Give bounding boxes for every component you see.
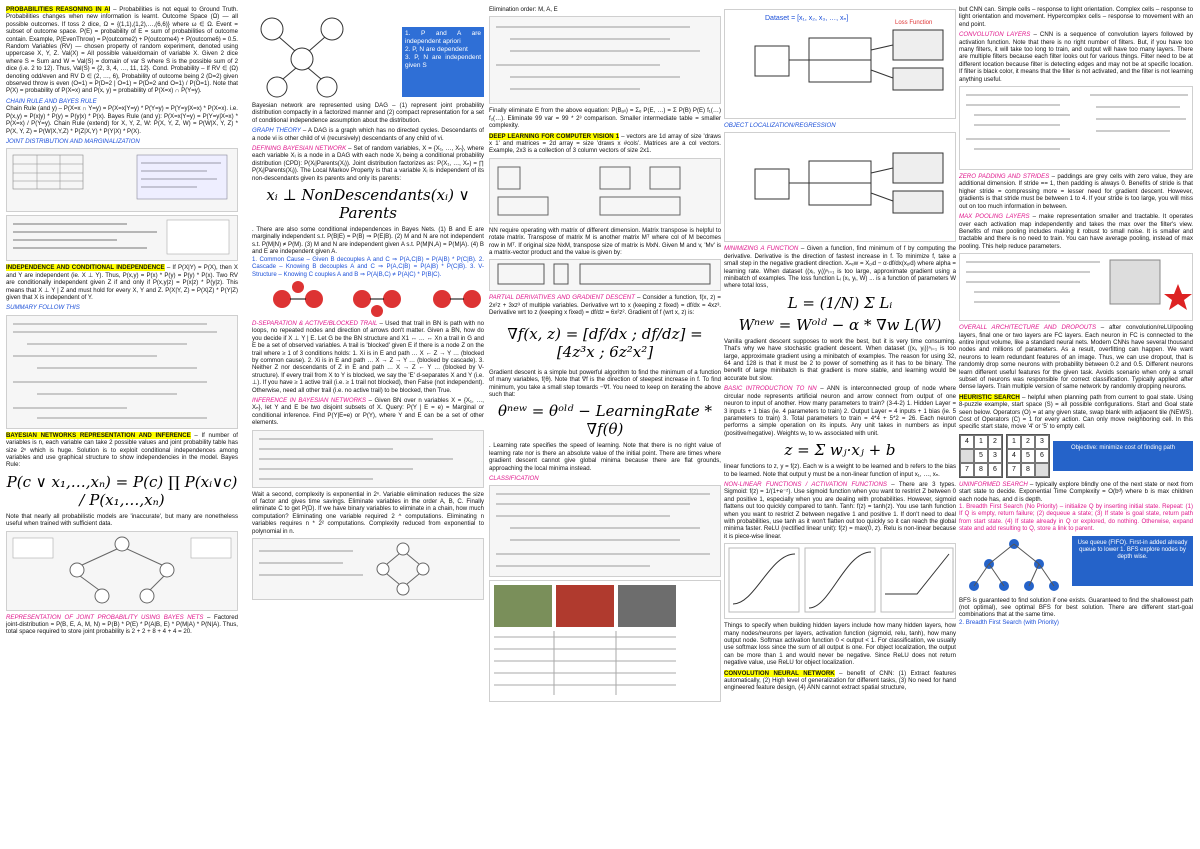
loss-function-label: Loss Function xyxy=(895,20,933,26)
puzzle-tile: 8 xyxy=(1021,463,1035,477)
elimination-diagram-figure xyxy=(252,538,484,600)
pooling-notes-graphic xyxy=(960,254,1192,318)
puzzle-tile: 3 xyxy=(1035,435,1049,449)
heading-joint-distribution: JOINT DISTRIBUTION AND MARGINALIZATION xyxy=(6,137,140,145)
localization-pipeline-figure xyxy=(724,132,956,242)
goal-state-puzzle xyxy=(1006,434,1050,478)
text-activation: – There are 3 types. Sigmoid: f(z) = 1/(1+e⁻ᶻ). Use sigmoid function when you want to restrict Z between 0 and positive 1, especially when you are dealing with probabilities. However, sigmoid flattens out too quickly compared to tanh. Tanh: f(z) = tanh(z). You use tanh function when you want to restrict Z between negative 1 and positive 1. If don't need to deal with probabilities, use tanh as it won't flatten out too quickly so it can reach the global minima faster. ReLU (rectified linear unit): f(z) = max(0, z). Relu is non-linear because it is piece-wise linear. xyxy=(724,480,956,540)
text-hidden-layers: Things to specify when building hidden layers include how many hidden layers, how many nodes/neurons per layers, activation function (sigmoid, relu, tanh), how many output node. Softmax activation function 0 < output < 1. For classification, we usually use softmax loss since the sum of all output is one. For object localization, the output can be more than 1 and would never be negative. Since ReLU does not return negative value, use ReLU for object localization. xyxy=(724,622,956,667)
text-independence: – If P(X|Y) = P(X), then X and Y are independent (ie. X ⊥ Y). Thus, P(x,y) = P(x) * P(y) = P(y) * P(x). Two RV are conditionally independent given Z if and only if P(x,y|z) = P(x|z) * P(y|z). This means that X ⊥ Y | Z and must hold for every X, Y and Z. P(X|Y, Z) = P(X|Z) * P(Y|Z) given that X is independent of Y. xyxy=(6,264,238,301)
puzzle-tile: 8 xyxy=(974,463,988,477)
text-cnn: – benefit of CNN: (1) Extract features automatically, (2) High level of generalization for different tasks, (3) No need for hand engineered feature design, (4) ANN cannot extract spatial structure, xyxy=(724,669,956,692)
text-bn-representation: Bayesian network are represented using DAG – (1) represent joint probability distribution compactly in a factorized manner and (2) compact representation for a set of conditional independence assumption about the distribution. xyxy=(252,102,484,124)
text-gradient-descent-after: . Learning rate specifies the speed of learning. Note that there is no right value of learning rate nor is there an absolute value of the initial point. There are times where gradient descent cannot give global minima because there are flat grounds, approaching the local minima instead. xyxy=(489,442,721,472)
heading-max-pooling: MAX POOLING LAYERS xyxy=(959,213,1030,221)
puzzle-tile: 7 xyxy=(960,463,974,477)
heading-inference-bn: INFERENCE IN BAYESIAN NETWORKS xyxy=(252,396,367,404)
section-defining-bn xyxy=(252,145,484,278)
column-2 xyxy=(252,6,484,843)
section-bn-representation xyxy=(252,102,484,124)
section-d-separation xyxy=(252,320,484,394)
text-convolution: – CNN is a sequence of convolution layers followed by activation function. Note that there is no right number of filters. But, if you have too many filters, it will take too long to train, and output will have too many layers. There are multiple filters because each filter looks out for various things. Filter need to be at different location because filter is detecting edges and may not be at specific location. If filter is black color, it means that the filter is not activated, and the filter is not learning anything useful. xyxy=(959,31,1193,83)
section-elimination-after xyxy=(489,107,721,129)
text-inference-bn: – Given BN over n variables X = {X₁, …, Xₙ}, let Y and E be two disjoint subsets of X. Query: P(Y | E = e) = Marginal or conditional inference. Find P(Y|E=e) or P(Y), where Y and E can be a set of other elements. xyxy=(252,396,484,427)
conv-notes-graphic xyxy=(960,87,1192,167)
heading-joint-representation: REPRESENTATION OF JOINT PROBABILITY USING BAYES NETS xyxy=(6,613,204,621)
puzzle-tile: 6 xyxy=(988,463,1002,477)
section-zero-padding xyxy=(959,173,1193,210)
elimination-steps-graphic xyxy=(490,17,720,101)
marginalization-graphic xyxy=(7,216,237,258)
text-bfs: 1. Breadth First Search (No Priority) – initialize Q by inserting initial state. Repeat: (1) If Q is empty, return failure; (2) dequeue a state; (3) If state is goal state, return path from start state. (4) If state already in Q or explored, do nothing. Otherwise, expand state and add resulting to Q, store a link to parent. xyxy=(959,503,1193,533)
text-partial-derivatives: – Consider a function, f(x, z) = 2x²z + 3xz³ of multiple variables. Derivative wrt to x (keeping z fixed) = df/dx = 4xz³. Derivative wrt to z (keeping x fixed) = df/dz = 6x²z². Gradient of f (wrt x, z) is: xyxy=(489,294,721,317)
section-classification xyxy=(489,475,721,482)
puzzle-tile: 1 xyxy=(1007,435,1021,449)
bayes-net-diagram-figure xyxy=(6,531,238,611)
text-architecture: – after convolution/reLU/pooling layers, final one or two layers are FC layers. Each neuron in FC is connected to the entire input volume, like a standard neural nets. Modern CNNs have several thousand nodes and millions of parameters. As a result, overfitting can happen. We want neurons to learn redundant features of an image. Thus, we can use dropout, that is randomly drop some neurons with probability between 0.2 and 0.5. Different neurons learn different useful features for the given task. Avoids scenario when only a small subset of neurons was responsible for correct classification. Typically applied after dense layers. Train multiple version of same network by randomly dropping neurons. xyxy=(959,324,1193,391)
heading-probabilities: PROBABILITIES REASONING IN AI xyxy=(6,6,111,13)
joint-table-graphic xyxy=(7,149,237,209)
section-joint-representation xyxy=(6,614,238,636)
puzzle-tile: 2 xyxy=(1021,435,1035,449)
heading-d-separation: D-SEPARATION & ACTIVE/BLOCKED TRAIL xyxy=(252,319,378,327)
bayes-net-graphic xyxy=(7,532,237,608)
section-minimizing xyxy=(724,245,956,333)
section-summary xyxy=(6,304,238,428)
weight-update-formula: Wⁿᵉʷ = Wᵒˡᵈ − α * ∇w L(W) xyxy=(738,315,942,334)
heading-bayesian-networks: BAYESIAN NETWORKS REPRESENTATION AND INFERENCE xyxy=(6,431,191,439)
section-probabilities xyxy=(6,6,238,95)
heading-architecture: OVERALL ARCHITECTURE AND DROPOUTS xyxy=(959,324,1097,332)
heading-deep-learning: DEEP LEARNING FOR COMPUTER VISION 1 xyxy=(489,132,620,140)
column-1 xyxy=(6,6,238,843)
puzzle-tile: 7 xyxy=(1007,463,1021,477)
bfs-graph-row xyxy=(959,536,1193,594)
total-loss-formula: L = (1/N) Σ Lᵢ xyxy=(787,293,893,312)
heading-zero-padding: ZERO PADDING AND STRIDES xyxy=(959,173,1050,181)
section-independence xyxy=(6,264,238,301)
text-basic-nn-after: linear functions to z, y = f(z). Each w is a weight to be learned and b refers to the bias to be learned. Note that output y must be a non-linear function of input x₁, …, xₙ. xyxy=(724,463,956,478)
localization-pipeline-graphic xyxy=(725,133,956,239)
elimination-steps-figure xyxy=(489,16,721,104)
column-4 xyxy=(724,6,956,843)
section-partial-derivatives xyxy=(489,294,721,316)
heading-heuristic-search: HEURISTIC SEARCH xyxy=(959,393,1020,401)
section-activation xyxy=(724,481,956,540)
puzzle-tile: 2 xyxy=(988,435,1002,449)
section-hidden-layers xyxy=(724,622,956,666)
classification-images-figure xyxy=(489,580,721,702)
puzzle-tile: 5 xyxy=(1021,449,1035,463)
elimination-diagram-graphic xyxy=(253,539,483,597)
section-deep-learning xyxy=(489,133,721,155)
classification-pipeline-graphic xyxy=(725,10,956,116)
classification-pipeline-figure xyxy=(724,9,956,119)
puzzle-tile: 5 xyxy=(974,449,988,463)
matrix-vector-product-graphic xyxy=(490,260,720,288)
dataset-title: Dataset = [x₁, x₂, x₃, …, xₙ] xyxy=(765,15,849,22)
section-cnn xyxy=(724,670,956,692)
puzzle-tile: 6 xyxy=(1035,449,1049,463)
text-bfs-priority: 2. Breadth First Search (with Priority) xyxy=(959,618,1059,626)
text-matrix-transpose: NN require operating with matrix of different dimension. Matrix transpose is helpful to rotate matrix. Transpose of matrix M is another matrix Mᵀ where col of M becomes row in Mᵀ. If original size NxM, transpose size of matrix is MxN. Given M and v, 'Mv' is a matrix-vector product and the value is given by: xyxy=(489,226,721,257)
inference-example-graphic xyxy=(253,431,483,485)
matrix-operations-figure xyxy=(489,158,721,224)
section-max-pooling xyxy=(959,213,1193,250)
matrix-operations-graphic xyxy=(490,159,720,221)
independence-note-box: 1. P and A are independent apriori 2. P, N are dependent 3. P, N are independent given S xyxy=(402,27,484,97)
neuron-formula: z = Σ wⱼ·xⱼ + b xyxy=(784,441,896,460)
section-bayesian-networks xyxy=(6,432,238,611)
heading-partial-derivatives: PARTIAL DERIVATIVES AND GRADIENT DESCENT xyxy=(489,294,635,302)
parameter-update-formula: θⁿᵉʷ = θᵒˡᵈ − LearningRate * ∇f(θ) xyxy=(497,402,713,439)
section-convolution xyxy=(959,31,1193,83)
text-uninformed-search: – typically explore blindly one of the next state or next from start state to decide. Exponential Time Complexity = O(bᵈ) where b is max children each node has, and d is depth. xyxy=(959,480,1193,503)
section-graph-theory xyxy=(252,127,484,142)
section-object-localization xyxy=(724,122,956,129)
classification-notes-figure xyxy=(489,485,721,577)
pooling-notes-figure xyxy=(959,253,1193,321)
heading-chain-rule: CHAIN RULE AND BAYES RULE xyxy=(6,97,97,105)
heading-activation: NON-LINEAR FUNCTIONS / ACTIVATION FUNCTIONS xyxy=(724,480,887,488)
marginalization-formulas-figure xyxy=(6,215,238,261)
objective-box: Objective: minimize cost of finding path xyxy=(1053,441,1193,471)
text-variable-elimination: Wait a second, complexity is exponential in 2ⁿ. Variable elimination reduces the size of factor and gives time savings. Eliminate variables in the order A, B, C. Finally eliminate C to get P(D). If we have binary variables to eliminate in a chain, how much computation? Eliminating one variable required 2 ^ computations. Eliminating n variables requires n * 2² computations. Complexity reduced from exponential to polynomial in n. xyxy=(252,490,484,535)
text-deep-learning: – vectors are 1d array of size 'draws x 1' and matrices = 2d array = size 'draws x #cols'. Matrices are a col vectors. Example, 2x3 is a collection of 3 column vectors of size 2x1. xyxy=(489,132,721,155)
structures-diagram-figure xyxy=(252,281,484,317)
section-bfs-guarantee xyxy=(959,597,1193,627)
section-inference-bn xyxy=(252,397,484,427)
puzzle-tile: 1 xyxy=(974,435,988,449)
section-joint-distribution xyxy=(6,138,238,261)
section-matrix-transpose xyxy=(489,227,721,257)
puzzle-tile: 3 xyxy=(988,449,1002,463)
conv-notes-figure xyxy=(959,86,1193,170)
classification-notes-graphic xyxy=(490,486,720,574)
text-zero-padding: – paddings are grey cells with zero value, they are additional dimension. If stride == 1, then padding is always 0. Benefits of stride is that higher stride = compressing more = lesser need for gradient descent. However, gradients is that stride must be between 1 to 4. If your stride is too large, you will miss out on too much information in between. xyxy=(959,173,1193,210)
heading-cnn: CONVOLUTION NEURAL NETWORK xyxy=(724,669,835,677)
heading-basic-nn: BASIC INTRODUCTION TO NN xyxy=(724,385,817,393)
summary-notes-graphic xyxy=(7,316,237,426)
text-sgd: Vanilla gradient descent supposes to work the best, but it is very time consuming. That's why we have stochastic gradient descent. When dataset ((xᵢ, yᵢ))ⁿᵢ₌₁ is too large, approximate gradient using a minibatch of examples. The reason for using 32, 64 and 128 is that it must be 2 to power of something as it has to be binary. The benefit of large minibatch is that gradient is more stable, and learning would be accurate but slow. xyxy=(724,337,956,382)
text-structures-list: 1. Common Cause – Given B decouples A and C ⇒ P(A,C|B) = P(A|B) * P(C|B). 2. Cascade – Knowing B decouples A and C ⇒ P(A,C|B) = P(A|B) * P(C|B). 3. V-Structure – Knowing C couples A and B ⇒ P(A|B,C) ≠ P(A|C) * P(B|C). xyxy=(252,255,484,278)
text-elimination-order: Elimination order: M, A, E xyxy=(489,6,558,13)
inference-example-figure xyxy=(252,430,484,488)
section-variable-elimination xyxy=(252,491,484,535)
heading-independence: INDEPENDENCE AND CONDITIONAL INDEPENDENCE xyxy=(6,264,165,272)
section-chain-rule xyxy=(6,98,238,135)
text-joint-representation: – Factored joint-distribution = P(B, E, A, M, N) = P(B) * P(E) * P(A|B, E) * P(M|A) * P(N|A). Thus, total space required to store joint probability is 2 + 2 + 8 + 4 + 4 = 20. xyxy=(6,613,238,636)
puzzle-tile: 4 xyxy=(1007,449,1021,463)
text-basic-nn: – ANN is interconnected group of node where circular node represents artificial neuron and arrow connect from output of one neuron to input of another. How many parameters to train? (3-4-2) 1. Hidden Layer = 3 inputs + 1 bias (ie. 4 parameters to train) 2. Output Layer = 4 inputs + 1 bias (ie. 5 parameters to train) 3. Total parameters to train = 4*4 + 5*2 = 26. Each neuron performs a simple operation on its inputs. Any unit takes in numbers as input (positive/negative). Weights w₁ to wₙ associated with unit. xyxy=(724,385,956,437)
text-elimination-after: Finally eliminate E from the above equation: P(Bₐₗₗ) = Σₑ P(E, …) = Σ P(B) P(E) f₁(…) f₂(…). Eliminate 99 var = 99 * 2³ comparison. Smaller intermediate table = smaller complexity. xyxy=(489,107,721,130)
section-sgd xyxy=(724,338,956,382)
heading-convolution: CONVOLUTION LAYERS xyxy=(959,31,1031,39)
text-max-pooling: – make representation smaller and tractable. It operates over each activation map independently and takes the max over the filter's view. Benefits of max pooling includes making it robust to small noise. It is smaller and tractable and there is no need to train. You can have average pooling, instead of max pooling. This help reduce parameters. xyxy=(959,213,1193,250)
text-bayesian-networks: – If number of variables is n, each variable can take 2 possible values and joint probability table has size 2ⁿ which is huge. Solution is to exploit conditional independences among variables and use graphical structure to show independencies in the model. Bayes Rule: xyxy=(6,431,238,469)
text-probabilities: – Probabilities is not equal to Ground Truth. Probabilities changes when new information is learnt. Outcome Space (Ω) — all possible outcomes. If toss 2 dice, Ω = {(1,1),(1,2),…,(6,6)} where ω ∈ Ω. Event = subset of outcome space. P(E) = probability of E = sum of probabilities of outcome contain. Example, P(EvenThrow) = P(outcome2) + P(outcome4) + P(outcome6) = 0.5. Random Variables (RV) — chosen property of random experiment, denoted using uppercase X, Y, Z. Val(X) = All possible value/domain of variable X. Given 2 dice where S = Sum and W = Val(S) = domain of var S where S is the possible sum of 2 dice (i.e. 2 to 12). Thus, Val(S) = {2, 3, 4, …, 11, 12}. Cond. Probability – If RV ∈ (Ω) denoting odd/even and RV D ∈ (2, …, 6), Probability of outcome being 2 (D=2) given observed throw is even (O=1) = P(D=2 | O=1) = P(D=2 and O=1) / P(O=1). Note that P(X) = probability of P(X=x) and P(x, y) = probability of P(X=x) ∩ P(Y=y). xyxy=(6,6,238,95)
section-architecture xyxy=(959,324,1193,391)
structures-diagram-graphic xyxy=(252,281,484,317)
bfs-graph-graphic xyxy=(959,536,1069,594)
puzzle-tile xyxy=(960,449,974,463)
bfs-note-box: Use queue (FIFO). First-in added already queue to lower 1. BFS explore nodes by depth wise. xyxy=(1072,536,1193,586)
heading-graph-theory: GRAPH THEORY xyxy=(252,127,301,135)
bayes-rule-formula: P(c ∨ x₁,…,xₙ) = P(c) ∏ P(xᵢ∨c) / P(x₁,…,xₙ) xyxy=(6,472,238,509)
text-cells: but CNN can. Simple cells – response to light orientation. Complex cells – response to light orientation and movement. Hypercomplex cells – response to movement with an end point. xyxy=(959,6,1193,28)
heading-object-localization: OBJECT LOCALIZATION/REGRESSION xyxy=(724,122,836,129)
text-defining-bn-after: . There are also some conditional independences in Bayes Nets. (1) B and E are marginally independent s.t. P(B|E) = P(B) ⇒ P(E|B). (2) M and N are not independent s.t. P(M|N) ≠ P(M). (3) M and N are independent given A s.t. P(M|N,A) = P(M|A). (4) B and E are independent given A. xyxy=(252,226,484,256)
bayes-net-example-graphic xyxy=(252,9,402,99)
text-graph-theory: – A DAG is a graph which has no directed cycles. Descendants of a node vi is other child of vi (recursively) descendants of any child of vi. xyxy=(252,127,484,142)
heading-summary: SUMMARY FOLLOW THIS xyxy=(6,304,80,312)
heading-classification: CLASSIFICATION xyxy=(489,474,539,482)
joint-distribution-tables-figure xyxy=(6,148,238,212)
text-minimizing: – Given a function, find minimum of f by computing the derivative. Derivative is the direction of fastest increase in f. To minimize f, take a small step in the negative gradient direction. Xₙₑw = Xₒₗd − α·df/dx(xₒₗd) where alpha = learning rate. When dataset ((xᵢ, yᵢ))ⁿᵢ₌₁ is too large, approximate gradient using a minibatch of examples. The loss function Lᵢ (xᵢ, yᵢ, W) ... is a function of parameters W where total loss, xyxy=(724,245,956,290)
section-uninformed-search xyxy=(959,481,1193,533)
local-markov-formula: xᵢ ⊥ NonDescendants(xᵢ) ∨ Parents xyxy=(266,186,470,223)
text-bfs-guarantee: BFS is guaranteed to find solution if one exists. Guaranteed to find the shallowest path (not optimal), see optimal BFS for best solution. There are different start-goal combinations that at the same time. xyxy=(959,596,1193,619)
matrix-vector-product-figure xyxy=(489,259,721,291)
heading-minimizing: MINIMIZING A FUNCTION xyxy=(724,245,799,253)
section-elimination-order xyxy=(489,6,721,13)
text-gradient-descent: Gradient descent is a simple but powerful algorithm to find the minimum of a function of many variables, f(θ). Note that ∇f is the direction of steepest increase in f. To find minimum, you take a small step towards −∇f. You need to keep on iterating the above such that: xyxy=(489,368,721,398)
section-basic-nn xyxy=(724,385,956,478)
text-chain-rule: Chain Rule (and y) – P(X=x ∩ Y=y) = P(X=x|Y=y) * P(Y=y) = P(Y=y|X=x) * P(X=x). i.e. P(x,y) = P(x|y) * P(y) = P(y|x) * P(x). Bayes Rule (and y): P(X=x|Y=y) = P(Y=y|X=x) * P(X=x) / P(Y=y). Chain Rule (extend) for X, Y, Z, W: P(X, Y, Z, W) = P(W|X, Y, Z) * P(X, Y, Z) = P(W|X,Y,Z) * P(Z|X,Y) * P(Y|X) * P(X). xyxy=(6,105,238,135)
section-cells xyxy=(959,6,1193,28)
text-bayesian-after: Note that nearly all probabilistic models are 'inaccurate', but many are nonetheless useful when trained with sufficient data. xyxy=(6,512,238,528)
section-gradient-descent xyxy=(489,369,721,472)
text-heuristic-search: – helpful when planning path from current to goal state. Using 8-puzzle example, start space (S) = all possible configurations. Start and Goal state seen below. Operators (O) = at any given state, swap blank with adjacent tile (NEWS). Cost of Operators (C) = 1 for every action. Can only move neighboring cell. In this specific start state, move '4' or '5' to empty cell. xyxy=(959,393,1193,431)
classification-images-graphic xyxy=(490,581,720,699)
gradient-formula: ∇f(x, z) = [df/dx ; df/dz] = [4z³x ; 6z²x²] xyxy=(507,324,703,361)
column-3 xyxy=(489,6,721,843)
puzzle-tile xyxy=(1035,463,1049,477)
activation-curves-figure xyxy=(724,543,956,619)
puzzle-tile: 4 xyxy=(960,435,974,449)
text-defining-bn: – Set of random variables, X = {X₁, …, Xₙ}, where each variable Xᵢ is a node in a DAG with each node Xᵢ being a conditional probability distribution (CPD): P(Xᵢ|Parents(Xᵢ)). Joint distribution factorizes as: P(X₁, …, Xₙ) = ∏ P(Xᵢ|Parents(Xᵢ)). The Local Markov Property is that a variable Xᵢ is independent of its non-descendants given its parents and only its parents: xyxy=(252,145,484,182)
heading-defining-bn: DEFINING BAYESIAN NETWORK xyxy=(252,145,347,153)
section-heuristic-search xyxy=(959,394,1193,431)
summary-notes-figure xyxy=(6,315,238,429)
activation-curves-graphic xyxy=(725,544,956,616)
column-5 xyxy=(959,6,1193,843)
puzzle-row xyxy=(959,434,1193,478)
text-d-separation: – Used that trail in BN is path with no loops, no repeated nodes and direction of arrows don't matter. Given a BN, how do you decide if X ⊥ Y | E. Let G be the BN structure and X1 ↔ … ↔ Xn a trail in G and E be a set of observed variables. A trail is 'blocked' given E if there is a node Z on the trail where ≥ 1 of 3 conditions holds: 1. Xi is in E and path … X ← Z → Y … (blocked by common cause). 2. Xi is in E and path … X → Z → Y … (blocked by cascade). 3. Neither Z nor descendants of Z in E and path … X → Z ← Y … (blocked by V-structure). If every trail from X to Y is blocked, we say the 'E' d-separates X and Y (i.e. ⊥). If you have ≥ 1 active trail (i.e. ≥ 1 trail not blocked), then False (not independent). Otherwise, need all other trail (i.e. no active trail) to be blocked, then True. xyxy=(252,319,484,394)
start-state-puzzle xyxy=(959,434,1003,478)
bayes-net-example-figure xyxy=(252,9,484,99)
heading-uninformed-search: UNINFORMED SEARCH xyxy=(959,480,1028,488)
